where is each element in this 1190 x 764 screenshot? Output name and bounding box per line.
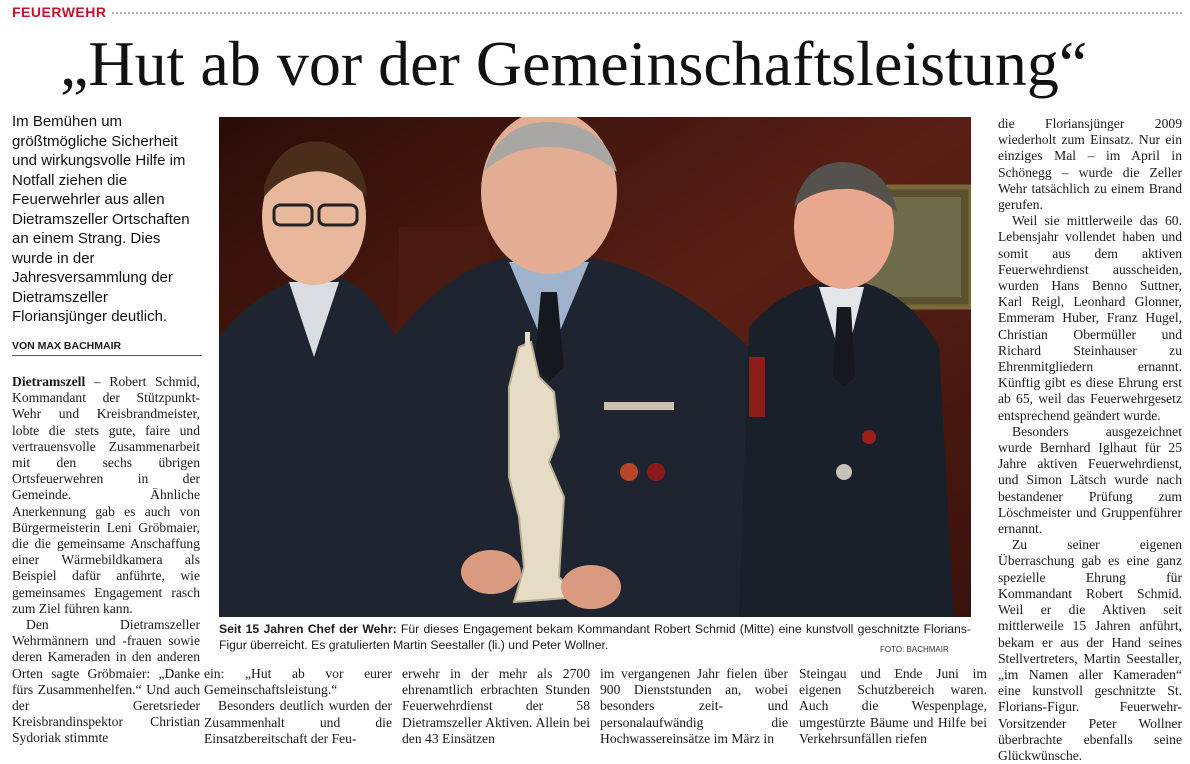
article-paragraph: Weil sie mittlerweile das 60. Lebensjahr vollendet haben und somit aus dem aktiven Feuerwehrdienst ausscheiden, wurden Hans Benno Suttner, Karl Reigl, Leonhard Glonner, Emmeram Huber, Franz Hugel, Christian Obermüller und Richard Steinhauser zu Ehrenmitgliedern ernannt. Künftig gibt es diese Ehrung erst ab 65, weil das Feuerwehrgesetz entsprechend geändert wurde. bbox=[998, 213, 1182, 423]
photo-credit: FOTO: BACHMAIR bbox=[880, 645, 949, 654]
article-paragraph: – Robert Schmid, Kommandant der Stützpunkt-Wehr und Kreisbrandmeister, lobte die stets gute, faire und vertrauensvolle Zusammenarbeit mit den sechs übrigen Ortsfeuerwehren in der Gemeinde. Ähnliche Anerkennung gab es auch von Bürgermeisterin Leni Gröbmaier, die die gemeinsame Anschaffung einer Wärmebildkamera als Beispiel dafür anführte, wie gemeinsames Engagement rasch zum Ziel führen kann. bbox=[12, 374, 200, 616]
article-paragraph: die Floriansjünger 2009 wiederholt zum Einsatz. Nur ein einziges Mal – im April in Schönegg – wurde die Zeller Wehr tatsächlich zu einem Brand gerufen. bbox=[998, 116, 1182, 213]
article-paragraph: erwehr in der mehr als 2700 ehrenamtlich erbrachten Stunden Feuerwehrdienst der 58 Dietramszeller Aktiven. Allein bei den 43 Einsätzen bbox=[402, 666, 590, 746]
article-paragraph: ein: „Hut ab vor eurer Gemeinschaftsleistung.“ bbox=[204, 666, 392, 698]
caption-lead: Seit 15 Jahren Chef der Wehr: bbox=[219, 622, 397, 636]
section-label: FEUERWEHR bbox=[12, 4, 107, 20]
section-divider bbox=[112, 12, 1182, 14]
article-paragraph: Den Dietramszeller Wehrmännern und -frauen sowie deren Kameraden in den anderen Orten sagte Gröbmaier: „Danke fürs Zusammenhelfen.“ Und auch der Geretsrieder Kreisbrandinspektor Christian Sydoriak stimmte bbox=[12, 617, 200, 746]
headline: „Hut ab vor der Gemeinschaftsleistung“ bbox=[60, 28, 1088, 99]
article-column-left bbox=[12, 374, 200, 747]
caption-text: Für dieses Engagement bekam Kommandant Robert Schmid (Mitte) eine kunstvoll geschnitzte Florians-Figur überreicht. Es gratulierten Martin Seestaller (li.) und Peter Wollner. bbox=[219, 622, 971, 652]
photo-three-firemen bbox=[219, 117, 971, 617]
lead-paragraph: Im Bemühen um größtmögliche Sicherheit und wirkungsvolle Hilfe im Notfall ziehen die Feuerwehrler aus allen Dietramszeller Ortschaften an einem Strang. Dies wurde in der Jahresversammlung der Dietramszeller Floriansjünger deutlich. bbox=[12, 113, 190, 325]
photo-caption bbox=[219, 622, 971, 653]
article-paragraph: Steingau und Ende Juni im eigenen Schutzbereich waren. Auch die Wespenplage, umgestürzte Bäume und Hilfe bei Verkehrsunfällen riefen bbox=[799, 666, 987, 746]
article-column-bottom-2 bbox=[402, 666, 590, 747]
article-paragraph: Besonders ausgezeichnet wurde Bernhard Iglhaut für 25 Jahre aktiven Feuerwehrdienst, und Simon Lätsch wurde nach bestandener Prüfung zum Löschmeister und Gruppenführer ernannt. bbox=[998, 423, 1182, 537]
article-paragraph: im vergangenen Jahr fielen über 900 Dienststunden an, wobei besonders zeit- und personalaufwändig die Hochwassereinsätze im März in bbox=[600, 666, 788, 746]
article-column-bottom-1 bbox=[204, 666, 392, 747]
byline: VON MAX BACHMAIR bbox=[12, 340, 202, 356]
article-column-bottom-4 bbox=[799, 666, 987, 747]
article-column-right bbox=[998, 116, 1182, 764]
dateline: Dietramszell bbox=[12, 374, 86, 389]
article-column-bottom-3 bbox=[600, 666, 788, 747]
article-photo bbox=[219, 117, 971, 617]
article-paragraph: Besonders deutlich wurden der Zusammenhalt und die Einsatzbereitschaft der Feu- bbox=[204, 698, 392, 746]
article-paragraph: Zu seiner eigenen Überraschung gab es eine ganz spezielle Ehrung für Kommandant Robert Schmid. Weil er die Aktiven seit mittlerweile 15 Jahren anführt, bekam er aus der Hand seines Stellvertreters, Martin Seestaller, „im Namen aller Kameraden“ eine kunstvoll geschnitzte St. Florians-Figur. Feuerwehr-Vorsitzender Peter Wollner überbrachte ebenfalls seine Glückwünsche. bbox=[998, 537, 1182, 763]
